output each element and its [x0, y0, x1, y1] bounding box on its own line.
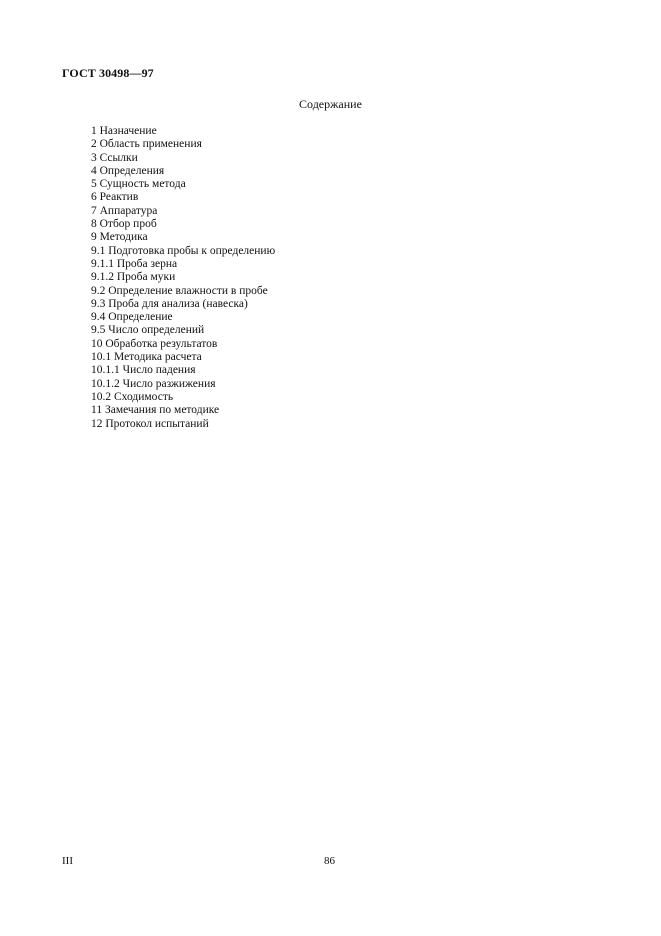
toc-item: 12 Протокол испытаний [91, 417, 209, 430]
toc-item: 10.2 Сходимость [91, 390, 174, 403]
toc-item: 8 Отбор проб [91, 218, 157, 231]
table-of-contents [91, 125, 275, 431]
toc-item: 10.1.2 Число разжижения [91, 377, 216, 390]
toc-item: 9.1.2 Проба муки [91, 271, 176, 284]
toc-item: 4 Определения [91, 164, 165, 177]
toc-item: 9 Методика [91, 231, 148, 244]
toc-heading [0, 97, 661, 112]
toc-item: 3 Ссылки [91, 151, 138, 164]
toc-item: 9.1.1 Проба зерна [91, 257, 178, 270]
toc-item: 9.1 Подготовка пробы к определению [91, 244, 276, 257]
toc-item: 9.3 Проба для анализа (навеска) [91, 297, 248, 310]
roman-page-number: III [62, 855, 73, 867]
toc-item: 6 Реактив [91, 191, 139, 204]
document-code: ГОСТ 30498—97 [62, 66, 154, 80]
toc-item: 10 Обработка результатов [91, 337, 218, 350]
toc-item: 9.4 Определение [91, 311, 173, 324]
toc-item: 1 Назначение [91, 125, 157, 137]
toc-item: 7 Аппаратура [91, 204, 158, 217]
toc-item: 5 Сущность метода [91, 178, 186, 191]
page-number: 86 [324, 855, 335, 867]
toc-title: Содержание [299, 97, 362, 111]
toc-item: 9.5 Число определений [91, 324, 205, 337]
toc-item: 10.1 Методика расчета [91, 351, 202, 364]
toc-item: 10.1.1 Число падения [91, 364, 196, 377]
toc-item: 2 Область применения [91, 138, 202, 151]
toc-item: 9.2 Определение влажности в пробе [91, 284, 268, 297]
toc-item: 11 Замечания по методике [91, 404, 220, 417]
